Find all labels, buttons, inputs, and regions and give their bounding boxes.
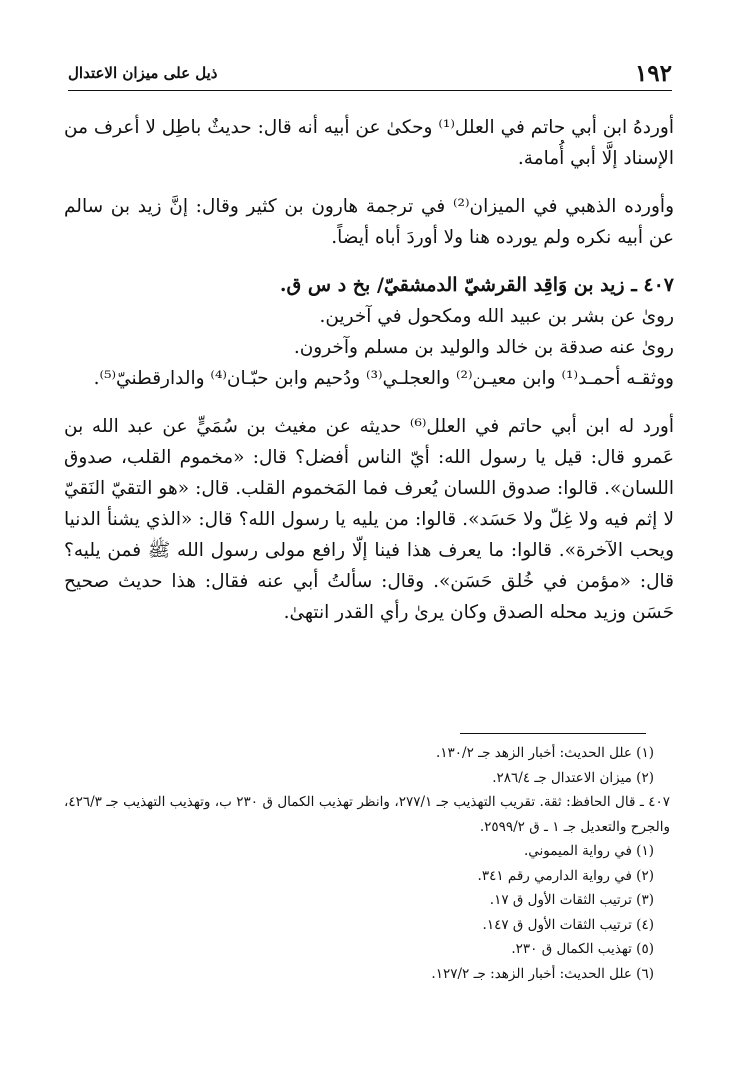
footnote: (٤) ترتيب الثقات الأول ق ١٤٧. bbox=[482, 916, 654, 933]
hadith-paragraph: أورد له ابن أبي حاتم في العلل⁽⁶⁾ حديثه عن مغيث بن سُمَيٍّ عن عبد الله بن عَمرو قال: قيل يا رسول الله: أيّ الناس أفضل؟ قال: «مخموم القلب، صدوق اللسان». قالوا: صدوق اللسان يُعرف فما المَخموم القلب. قال: «هو التقيّ النَقيّ لا إثم فيه ولا غِلّ ولا حَسَد». قالوا: من يليه يا رسول الله؟ قال: «الذي يشنأ الدنيا ويحب الآخرة». قالوا: ما يعرف هذا فينا إلّا رافع مولى رسول الله ﷺ فمن يليه؟ قال: «مؤمن في خُلق حَسَن». وقال: سألتُ أبي عنه فقال: هذا حديث صحيح حَسَن وزيد محله الصدق وكان يرىٰ رأي القدر انتهىٰ. bbox=[64, 416, 674, 623]
footnote: (٢) ميزان الاعتدال جـ ٢٨٦/٤. bbox=[492, 769, 654, 786]
entry-title: ٤٠٧ ـ زيد بن وَاقِد القرشيّ الدمشقيّ/ بخ د س ق. bbox=[279, 274, 674, 296]
footnote: (٥) تهذيب الكمال ق ٢٣٠. bbox=[511, 941, 654, 957]
footnote: (١) علل الحديث: أخبار الزهد جـ ١٣٠/٢. bbox=[435, 745, 654, 761]
footnote: (٦) علل الحديث: أخبار الزهد: جـ ١٢٧/٢. bbox=[431, 965, 654, 982]
page-header bbox=[68, 58, 672, 91]
footnote-divider bbox=[460, 733, 646, 734]
footnote: (٣) ترتيب الثقات الأول ق ١٧. bbox=[489, 892, 654, 908]
narrated-by: روىٰ عنه صدقة بن خالد والوليد بن مسلم وآخرون. bbox=[293, 337, 674, 358]
footnote: (٢) في رواية الدارمي رقم ٣٤١. bbox=[477, 867, 654, 884]
footnote-entry-407: ٤٠٧ ـ قال الحافظ: ثقة. تقريب التهذيب جـ ٢٧٧/١، وانظر تهذيب الكمال ق ٢٣٠ ب، وتهذيب التهذيب جـ ٤٢٦/٣، والجرح والتعديل جـ ١ ـ ق ٢٥٩٩/٢. bbox=[64, 794, 670, 835]
narrated-from: روىٰ عن بشر بن عبيد الله ومكحول في آخرين. bbox=[319, 306, 674, 327]
footnotes bbox=[64, 741, 670, 986]
main-text bbox=[64, 112, 674, 628]
footnote: (١) في رواية الميموني. bbox=[524, 843, 654, 859]
paragraph-1: أوردهُ ابن أبي حاتم في العلل⁽¹⁾ وحكىٰ عن أبيه أنه قال: حديثٌ باطِل لا أعرف من الإسناد إلَّا أبي أُمامة. bbox=[64, 117, 674, 169]
authentication: ووثقـه أحمـد⁽¹⁾ وابن معيـن⁽²⁾ والعجلـي⁽³⁾ ودُحيم وابن حبّـان⁽⁴⁾ والدارقطنيّ⁽⁵⁾. bbox=[93, 368, 674, 389]
running-title: ذيل على ميزان الاعتدال bbox=[68, 64, 218, 82]
page-number: ١٩٢ bbox=[634, 60, 672, 87]
paragraph-2: وأورده الذهبي في الميزان⁽²⁾ في ترجمة هارون بن كثير وقال: إنَّ زيد بن سالم عن أبيه نكره ولم يورده هنا ولا أوردَ أباه أيضاً. bbox=[64, 196, 675, 248]
